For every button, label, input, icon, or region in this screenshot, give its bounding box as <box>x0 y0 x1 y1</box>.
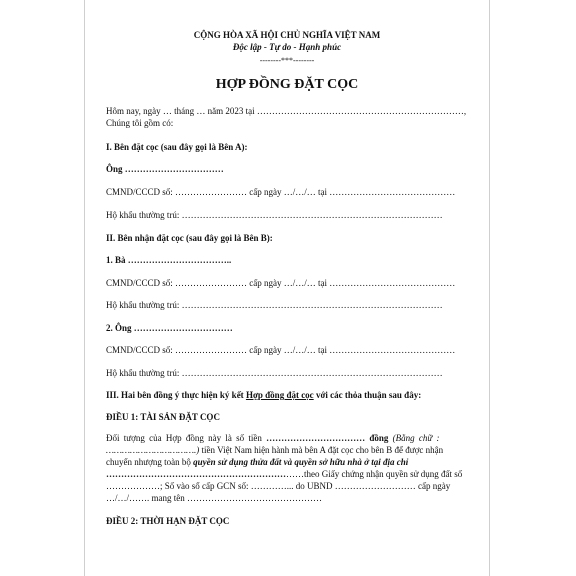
party-b-person2-name: 2. Ông …………………………… <box>106 323 233 333</box>
party-a-id: CMND/CCCD số: …………………… cấp ngày …/…/… tại …………………………………… <box>106 187 456 197</box>
article1-line: ………………; Số vào sổ cấp GCN số: …………... do UBND ……………………… cấp ngày <box>106 481 451 491</box>
party-b-person1-residence: Hộ khẩu thường trú: …………………………………………………………………………… <box>106 300 443 310</box>
article1-line <box>106 469 478 480</box>
article1-heading: ĐIỀU 1: TÀI SẢN ĐẶT CỌC <box>106 412 220 422</box>
text-run: ……theo Giấy chứng nhận quyền sử dụng đất số <box>286 469 463 479</box>
text-run: …………………………… đồng <box>266 433 389 443</box>
intro-line: Chúng tôi gồm có: <box>106 118 174 128</box>
party-b-person2-residence: Hộ khẩu thường trú: …………………………………………………………………………… <box>106 368 443 378</box>
text-run: …………………………………………………… <box>106 469 286 479</box>
text-run: quyền sử dụng thửa đất và quyền sở hữu nhà ở tại địa chỉ <box>193 457 409 467</box>
intro-line: Hôm nay, ngày … tháng … năm 2023 tại ……………………………………………………………, <box>106 106 467 116</box>
article1-line <box>106 433 478 444</box>
nation-heading: CỘNG HÒA XÃ HỘI CHỦ NGHĨA VIỆT NAM <box>193 30 381 40</box>
party-a-name: Ông …………………………… <box>106 164 224 174</box>
party-a-heading: I. Bên đặt cọc (sau đây gọi là Bên A): <box>106 142 248 152</box>
contract-link[interactable]: Hợp đồng đặt cọc <box>245 390 314 400</box>
agreement-suffix: với các thỏa thuận sau đây: <box>313 390 422 400</box>
party-b-person2-id: CMND/CCCD số: …………………… cấp ngày …/…/… tại …………………………………… <box>106 345 456 355</box>
text-run: (Bằng chữ : <box>388 433 440 443</box>
motto: Độc lập - Tự do - Hạnh phúc <box>232 42 342 52</box>
agreement-prefix: III. Hai bên đồng ý thực hiện ký kết <box>106 390 246 400</box>
page-border-right <box>489 0 490 576</box>
text-run: tiền Việt Nam hiện hành mà bên A đặt cọc cho bên B để được nhận <box>199 445 444 455</box>
party-a-residence: Hộ khẩu thường trú: …………………………………………………………………………… <box>106 210 443 220</box>
article2-heading: ĐIỀU 2: THỜI HẠN ĐẶT CỌC <box>106 516 230 526</box>
text-run: chuyển nhượng toàn bộ <box>106 457 194 467</box>
party-b-person1-id: CMND/CCCD số: …………………… cấp ngày …/…/… tại …………………………………… <box>106 278 456 288</box>
party-b-person1-name: 1. Bà …………………………….. <box>106 255 232 265</box>
text-run: Đối tượng của Hợp đồng này là số tiền <box>106 433 267 443</box>
text-run: …………………………….) <box>106 445 200 455</box>
article1-line <box>106 445 478 456</box>
article1-line <box>106 457 478 468</box>
separator: --------***-------- <box>259 56 315 65</box>
article1-line: …/…/……. mang tên ……………………………………… <box>106 493 322 503</box>
party-b-heading: II. Bên nhận đặt cọc (sau đây gọi là Bên B): <box>106 233 273 243</box>
document-title: HỢP ĐỒNG ĐẶT CỌC <box>215 77 359 92</box>
agreement-heading <box>106 390 421 401</box>
